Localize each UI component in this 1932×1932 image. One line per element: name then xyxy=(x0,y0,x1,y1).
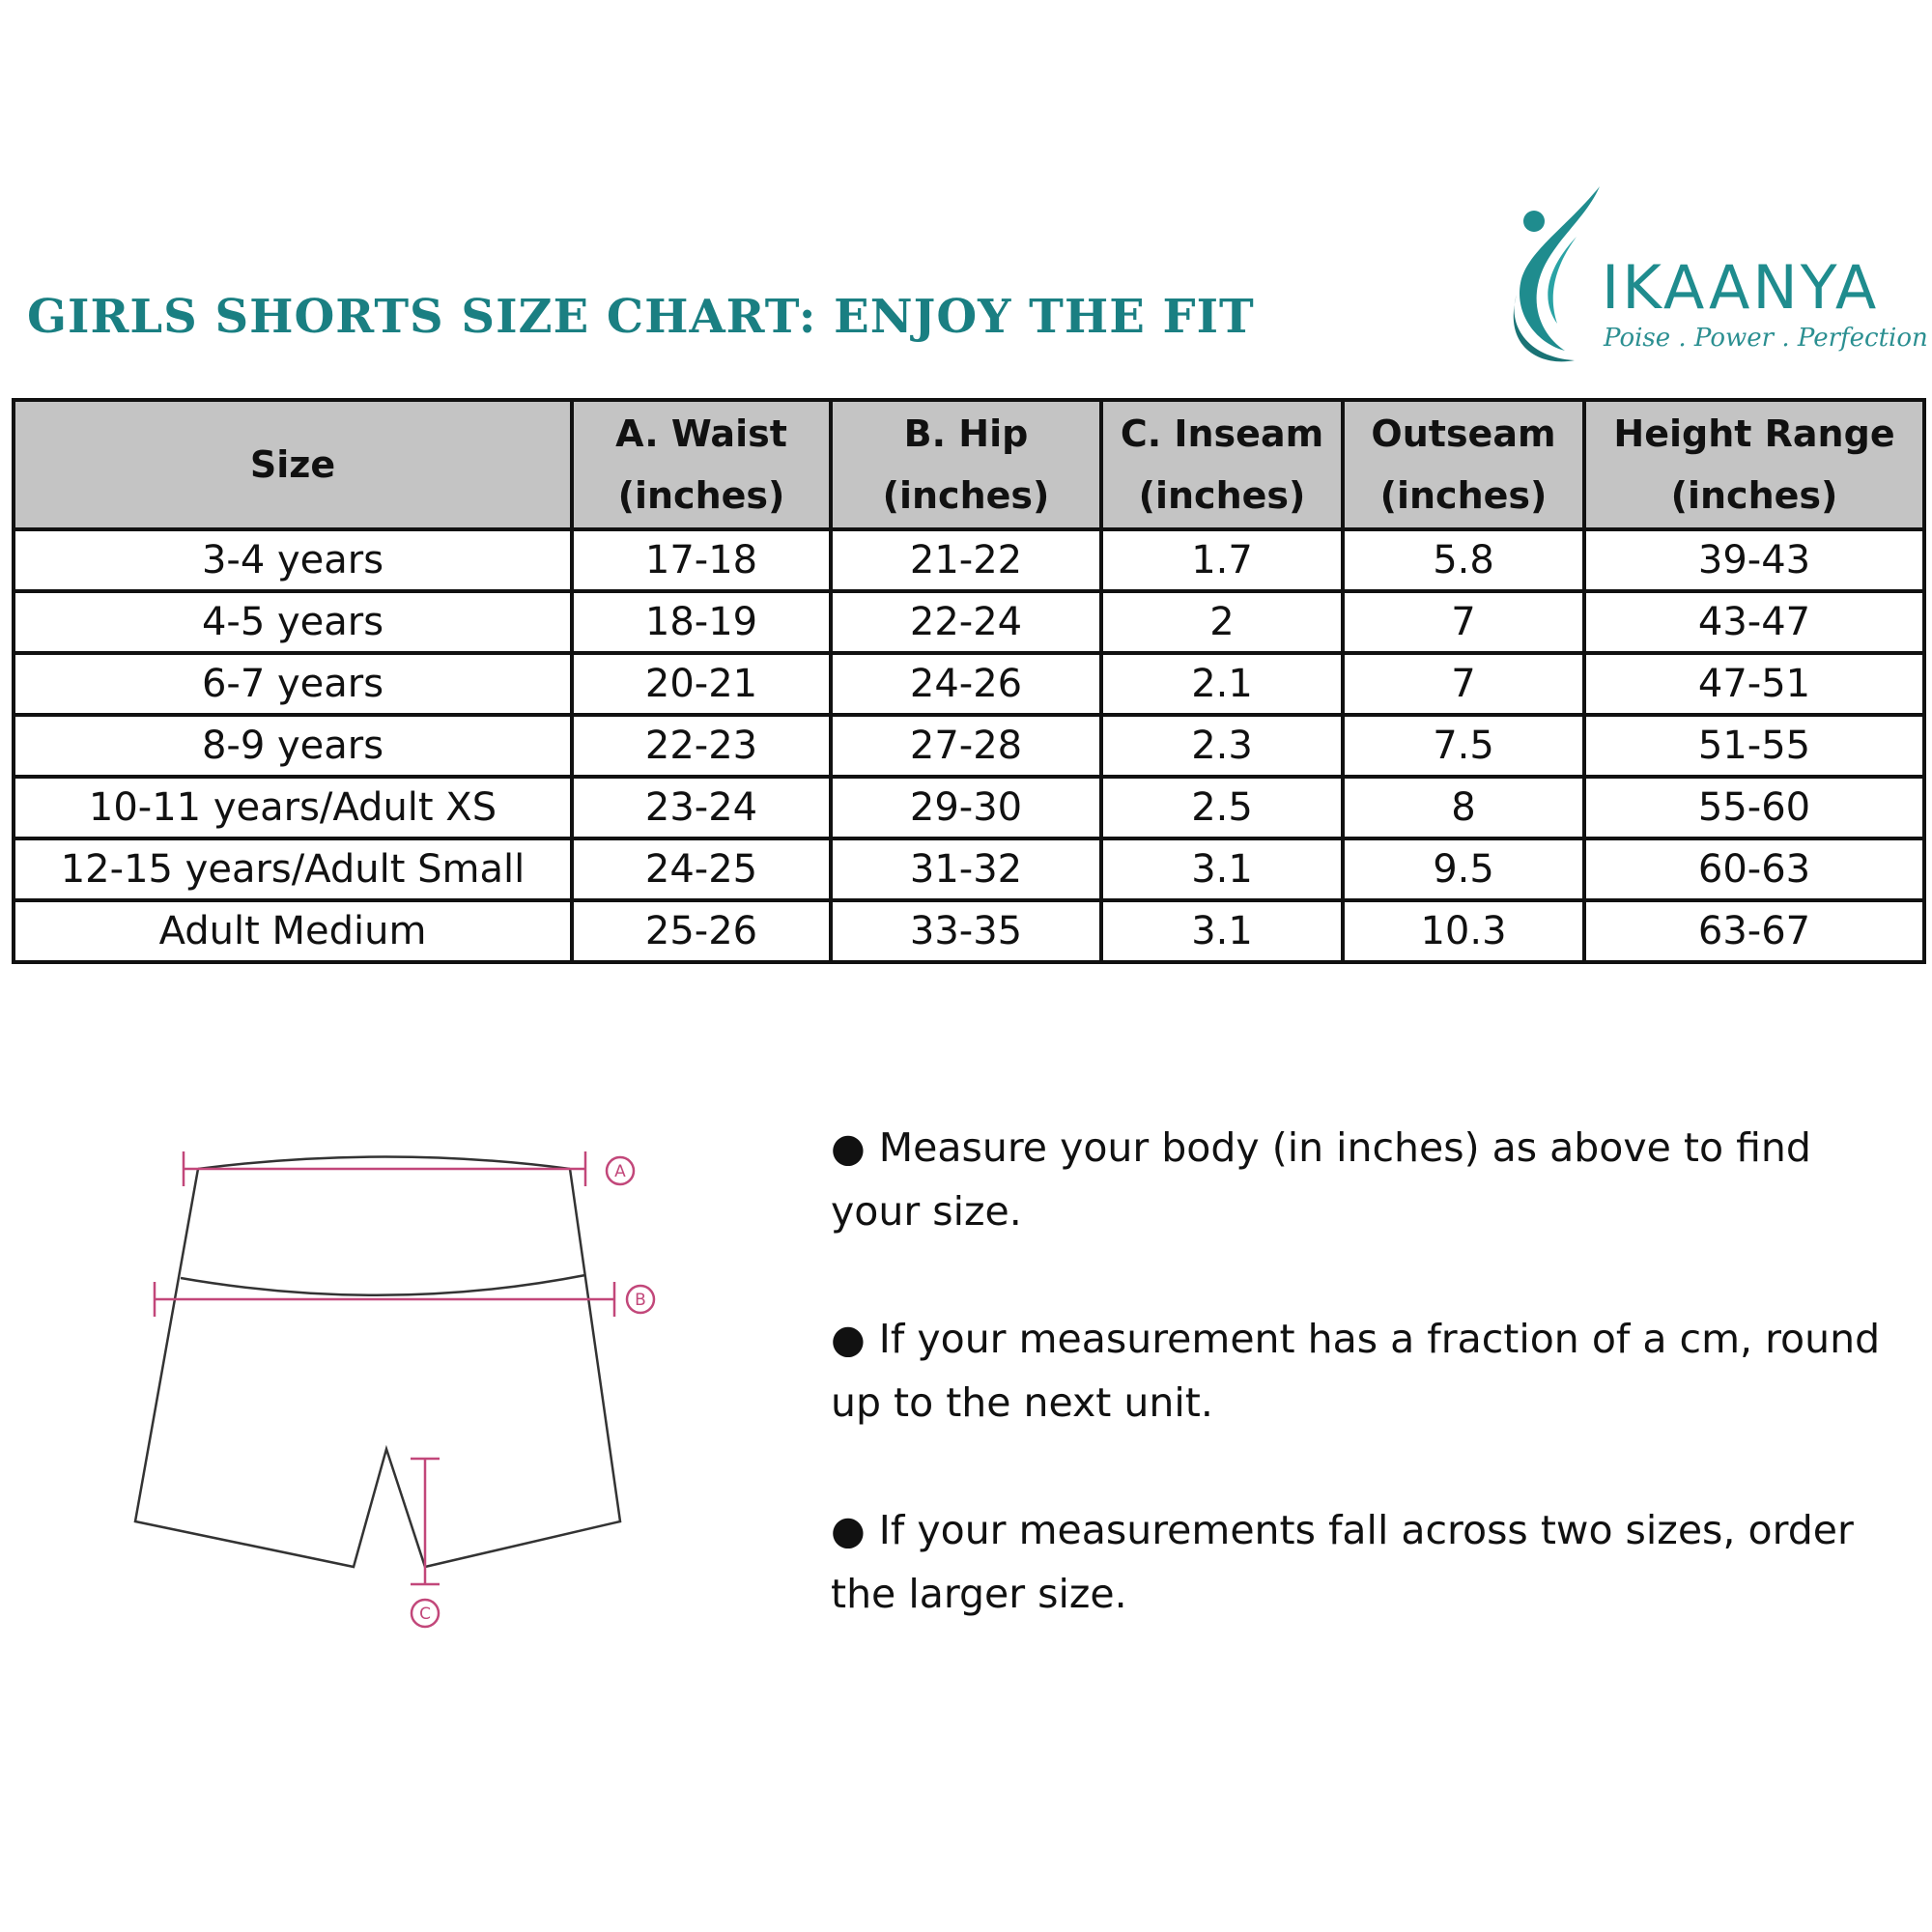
header-waist-unit: (inches) xyxy=(617,474,785,517)
header-hip-unit: (inches) xyxy=(882,474,1050,517)
label-a: A xyxy=(614,1162,626,1181)
cell-inseam: 1.7 xyxy=(1101,529,1343,591)
header-hip xyxy=(831,400,1101,529)
cell-waist: 25-26 xyxy=(572,900,831,962)
note-text: If your measurements fall across two sizes, order the larger size. xyxy=(831,1507,1854,1617)
cell-height: 51-55 xyxy=(1584,715,1924,777)
header-height-unit: (inches) xyxy=(1670,474,1838,517)
header-height-label: Height Range xyxy=(1613,412,1895,455)
cell-hip: 21-22 xyxy=(831,529,1101,591)
table-header-row xyxy=(14,400,1924,529)
cell-outseam: 8 xyxy=(1343,777,1584,838)
cell-size: 12-15 years/Adult Small xyxy=(14,838,572,900)
cell-inseam: 3.1 xyxy=(1101,900,1343,962)
header-inseam-label: C. Inseam xyxy=(1120,412,1324,455)
cell-size: 3-4 years xyxy=(14,529,572,591)
cell-waist: 20-21 xyxy=(572,653,831,715)
header-outseam-label: Outseam xyxy=(1371,412,1556,455)
cell-hip: 24-26 xyxy=(831,653,1101,715)
table-row xyxy=(14,715,1924,777)
header-inseam xyxy=(1101,400,1343,529)
size-chart-table xyxy=(12,398,1926,964)
cell-waist: 18-19 xyxy=(572,591,831,653)
table-row xyxy=(14,777,1924,838)
cell-inseam: 2.5 xyxy=(1101,777,1343,838)
cell-waist: 17-18 xyxy=(572,529,831,591)
cell-outseam: 5.8 xyxy=(1343,529,1584,591)
cell-inseam: 2.3 xyxy=(1101,715,1343,777)
cell-size: 10-11 years/Adult XS xyxy=(14,777,572,838)
cell-height: 55-60 xyxy=(1584,777,1924,838)
brand-logo xyxy=(1488,179,1928,372)
cell-inseam: 2.1 xyxy=(1101,653,1343,715)
label-b: B xyxy=(635,1291,646,1310)
table-row xyxy=(14,653,1924,715)
cell-size: Adult Medium xyxy=(14,900,572,962)
table-row xyxy=(14,838,1924,900)
header-inseam-unit: (inches) xyxy=(1138,474,1306,517)
page-title: GIRLS SHORTS SIZE CHART: ENJOY THE FIT xyxy=(27,290,1255,344)
cell-height: 63-67 xyxy=(1584,900,1924,962)
cell-outseam: 7.5 xyxy=(1343,715,1584,777)
cell-hip: 27-28 xyxy=(831,715,1101,777)
cell-outseam: 7 xyxy=(1343,591,1584,653)
cell-inseam: 2 xyxy=(1101,591,1343,653)
brand-tagline: Poise . Power . Perfection xyxy=(1604,324,1928,353)
header-outseam xyxy=(1343,400,1584,529)
cell-size: 4-5 years xyxy=(14,591,572,653)
shorts-outline-icon xyxy=(126,1130,667,1652)
cell-hip: 31-32 xyxy=(831,838,1101,900)
cell-hip: 22-24 xyxy=(831,591,1101,653)
header-waist-label: A. Waist xyxy=(615,412,787,455)
cell-height: 39-43 xyxy=(1584,529,1924,591)
brand-name: IKAANYA xyxy=(1602,252,1880,323)
cell-hip: 33-35 xyxy=(831,900,1101,962)
header-outseam-unit: (inches) xyxy=(1379,474,1548,517)
header-size-label: Size xyxy=(249,443,336,486)
cell-inseam: 3.1 xyxy=(1101,838,1343,900)
table-row xyxy=(14,529,1924,591)
label-c: C xyxy=(419,1605,431,1624)
cell-height: 47-51 xyxy=(1584,653,1924,715)
note-item xyxy=(831,1498,1913,1626)
cell-height: 60-63 xyxy=(1584,838,1924,900)
cell-size: 8-9 years xyxy=(14,715,572,777)
table-row xyxy=(14,591,1924,653)
cell-outseam: 7 xyxy=(1343,653,1584,715)
cell-outseam: 9.5 xyxy=(1343,838,1584,900)
header-hip-label: B. Hip xyxy=(903,412,1029,455)
header-size xyxy=(14,400,572,529)
table-row xyxy=(14,900,1924,962)
cell-hip: 29-30 xyxy=(831,777,1101,838)
cell-height: 43-47 xyxy=(1584,591,1924,653)
header-height-range xyxy=(1584,400,1924,529)
shorts-measurement-diagram xyxy=(126,1130,667,1652)
note-item xyxy=(831,1307,1913,1435)
measurement-notes xyxy=(831,1116,1913,1690)
cell-waist: 23-24 xyxy=(572,777,831,838)
cell-outseam: 10.3 xyxy=(1343,900,1584,962)
note-text: Measure your body (in inches) as above to find your size. xyxy=(831,1124,1811,1235)
header-waist xyxy=(572,400,831,529)
bullet-icon: ● xyxy=(831,1124,866,1171)
cell-size: 6-7 years xyxy=(14,653,572,715)
note-text: If your measurement has a fraction of a cm, round up to the next unit. xyxy=(831,1316,1881,1426)
cell-waist: 22-23 xyxy=(572,715,831,777)
note-item xyxy=(831,1116,1913,1243)
bullet-icon: ● xyxy=(831,1507,866,1553)
cell-waist: 24-25 xyxy=(572,838,831,900)
bullet-icon: ● xyxy=(831,1316,866,1362)
